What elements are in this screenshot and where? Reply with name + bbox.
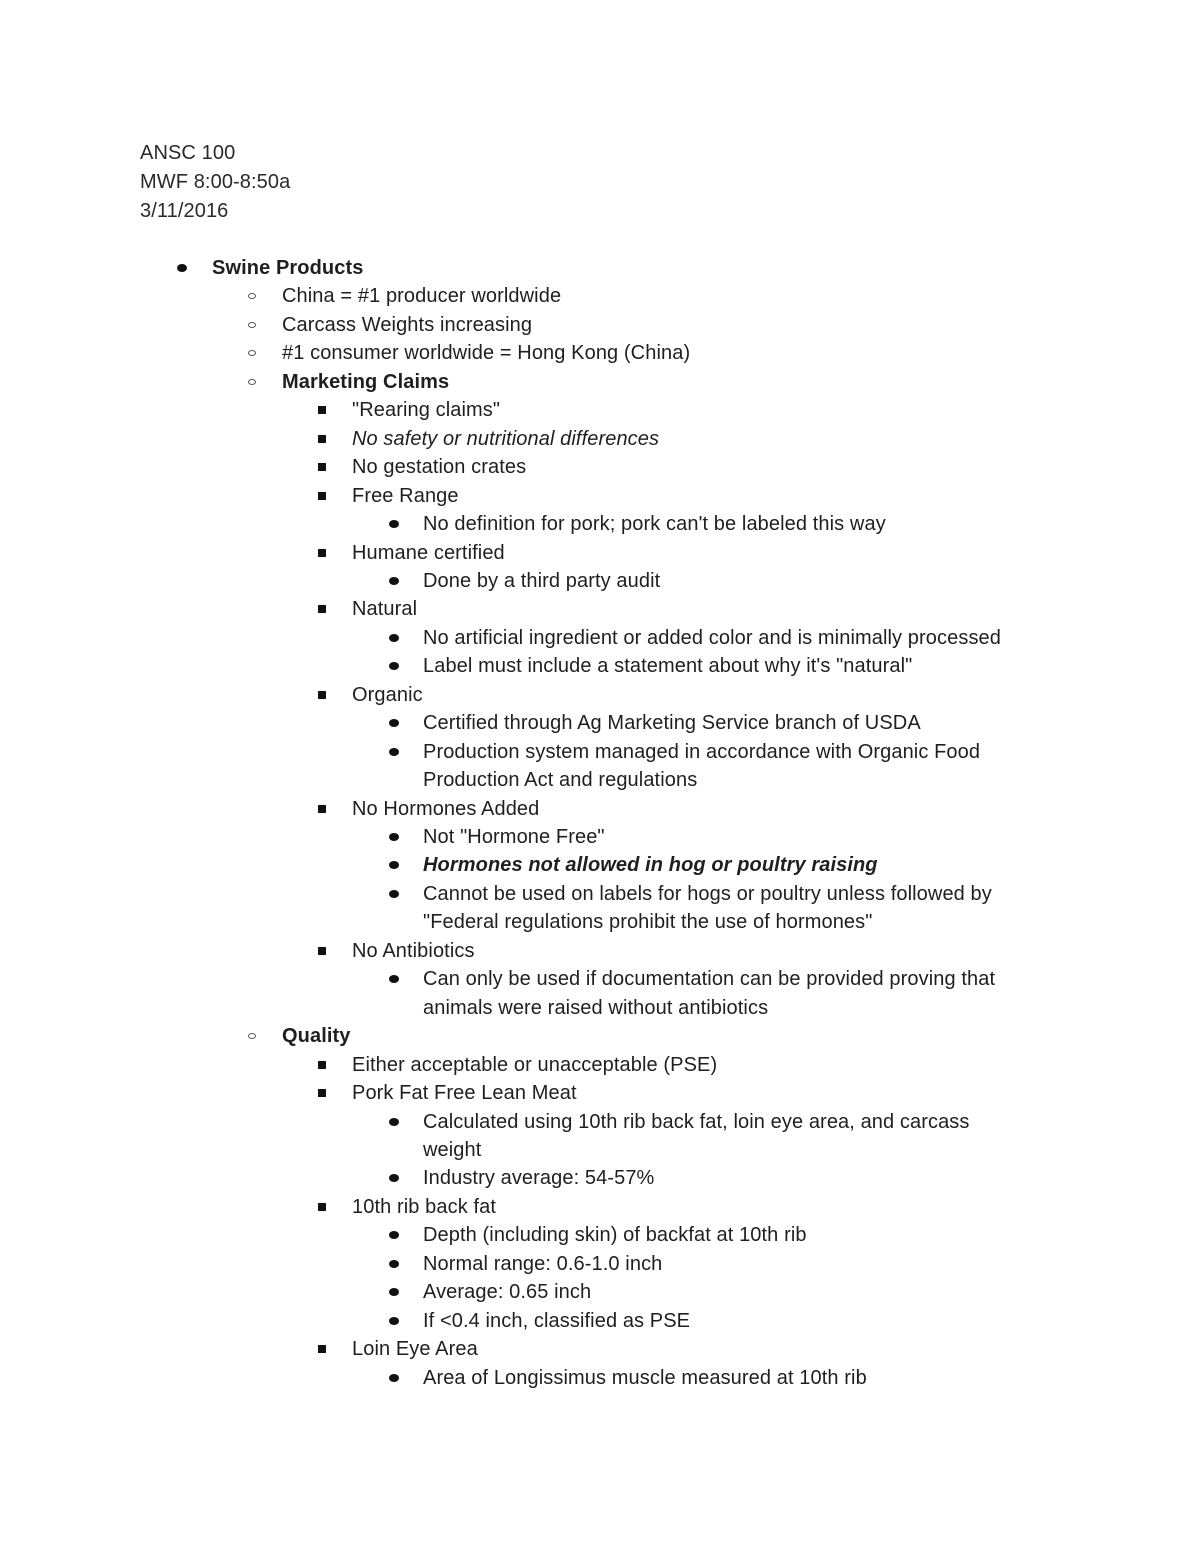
class-schedule: MWF 8:00-8:50a xyxy=(140,171,291,193)
note-item-level-2: Carcass Weights increasing xyxy=(282,313,533,336)
bullet-icon xyxy=(389,1174,399,1182)
bullet-icon xyxy=(318,691,326,699)
note-item-level-4: Not "Hormone Free" xyxy=(423,826,605,848)
note-item-level-3: 10th rib back fat xyxy=(352,1195,497,1218)
bullet-icon xyxy=(318,947,326,955)
bullet-icon xyxy=(177,264,187,272)
bullet-icon xyxy=(248,293,256,299)
note-item-level-4: Production system managed in accordance with Organic Food xyxy=(423,740,981,763)
note-item-level-3: Loin Eye Area xyxy=(352,1338,478,1361)
bullet-icon xyxy=(318,1203,326,1211)
note-item-level-4: No artificial ingredient or added color and is minimally processed xyxy=(423,626,1001,649)
note-item-level-4: Can only be used if documentation can be provided proving that xyxy=(423,968,996,991)
note-item-level-4: Done by a third party audit xyxy=(423,569,661,592)
note-item-level-4: Certified through Ag Marketing Service branch of USDA xyxy=(423,712,921,735)
note-item-level-3: Either acceptable or unacceptable (PSE) xyxy=(352,1053,718,1076)
note-item-level-4: Calculated using 10th rib back fat, loin eye area, and carcass xyxy=(423,1110,970,1133)
bullet-icon xyxy=(389,833,399,841)
note-item-level-4: Label must include a statement about why it's "natural" xyxy=(423,655,913,678)
bullet-icon xyxy=(248,1033,256,1039)
bullet-icon xyxy=(318,435,326,443)
bullet-icon xyxy=(389,1118,399,1126)
note-item-level-3: No gestation crates xyxy=(352,456,527,479)
bullet-icon xyxy=(318,1089,326,1097)
note-item-level-1: Swine Products xyxy=(212,257,364,279)
bullet-icon xyxy=(389,634,399,642)
bullet-icon xyxy=(389,748,399,756)
course-title: ANSC 100 xyxy=(140,142,236,164)
note-item-level-3: Humane certified xyxy=(352,541,505,564)
note-item-level-3: No Antibiotics xyxy=(352,939,475,962)
note-item-level-4: Industry average: 54-57% xyxy=(423,1167,655,1190)
bullet-icon xyxy=(318,605,326,613)
note-item-continuation: "Federal regulations prohibit the use of hormones" xyxy=(423,911,873,934)
note-item-level-4: Average: 0.65 inch xyxy=(423,1281,592,1304)
note-item-level-3: Organic xyxy=(352,683,423,706)
bullet-icon xyxy=(318,805,326,813)
note-item-level-4: Hormones not allowed in hog or poultry raising xyxy=(423,854,878,877)
bullet-icon xyxy=(318,492,326,500)
bullet-icon xyxy=(248,322,256,328)
note-item-continuation: Production Act and regulations xyxy=(423,769,698,792)
bullet-icon xyxy=(389,1288,399,1296)
note-item-level-3: Natural xyxy=(352,598,418,621)
note-item-level-4: If <0.4 inch, classified as PSE xyxy=(423,1309,691,1332)
note-item-level-4: Cannot be used on labels for hogs or poultry unless followed by xyxy=(423,882,992,905)
note-item-level-3: Free Range xyxy=(352,484,459,507)
bullet-icon xyxy=(389,520,399,528)
note-item-continuation: weight xyxy=(423,1138,482,1161)
note-item-level-2: #1 consumer worldwide = Hong Kong (China) xyxy=(282,342,691,365)
note-item-level-2: China = #1 producer worldwide xyxy=(282,285,562,308)
note-item-level-2: Quality xyxy=(282,1025,351,1048)
bullet-icon xyxy=(389,1317,399,1325)
bullet-icon xyxy=(389,577,399,585)
bullet-icon xyxy=(389,975,399,983)
bullet-icon xyxy=(389,890,399,898)
note-item-continuation: animals were raised without antibiotics xyxy=(423,996,769,1019)
bullet-icon xyxy=(318,1345,326,1353)
bullet-icon xyxy=(318,549,326,557)
note-item-level-2: Marketing Claims xyxy=(282,370,450,393)
note-item-level-3: Pork Fat Free Lean Meat xyxy=(352,1082,577,1105)
bullet-icon xyxy=(248,379,256,385)
bullet-icon xyxy=(389,719,399,727)
note-item-level-4: No definition for pork; pork can't be labeled this way xyxy=(423,513,886,536)
bullet-icon xyxy=(318,1061,326,1069)
bullet-icon xyxy=(389,662,399,670)
note-item-level-4: Area of Longissimus muscle measured at 10th rib xyxy=(423,1366,867,1389)
note-item-level-3: No safety or nutritional differences xyxy=(352,427,660,450)
bullet-icon xyxy=(389,1374,399,1382)
note-item-level-3: No Hormones Added xyxy=(352,797,540,820)
bullet-icon xyxy=(389,1231,399,1239)
note-item-level-3: "Rearing claims" xyxy=(352,399,501,422)
bullet-icon xyxy=(389,1260,399,1268)
bullet-icon xyxy=(389,861,399,869)
bullet-icon xyxy=(318,463,326,471)
bullet-icon xyxy=(248,350,256,356)
bullet-icon xyxy=(318,406,326,414)
lecture-date: 3/11/2016 xyxy=(140,200,229,222)
note-item-level-4: Normal range: 0.6-1.0 inch xyxy=(423,1252,663,1275)
note-item-level-4: Depth (including skin) of backfat at 10th rib xyxy=(423,1224,807,1247)
